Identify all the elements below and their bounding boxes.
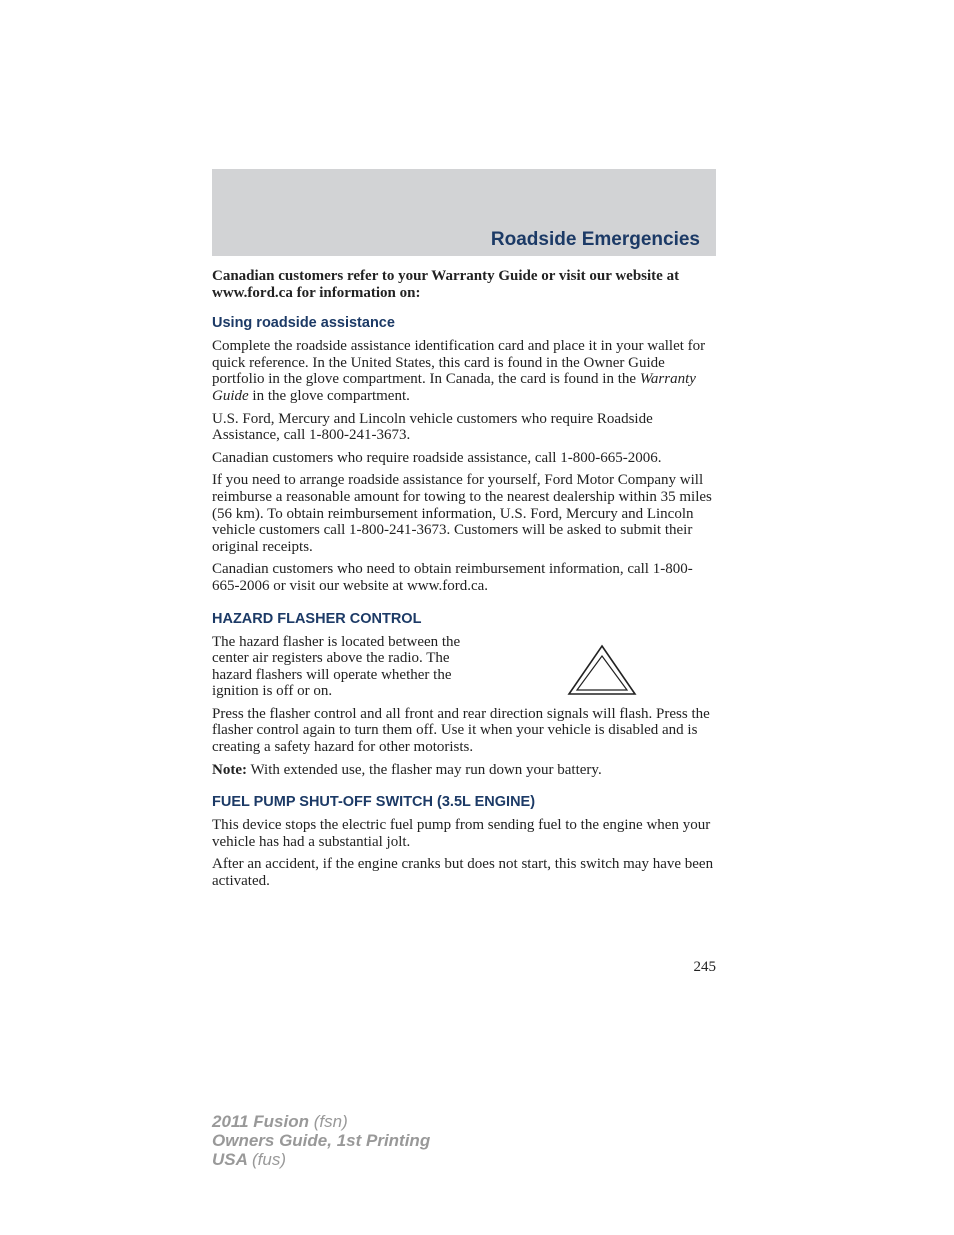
page-title: Roadside Emergencies bbox=[490, 229, 700, 250]
paragraph: If you need to arrange roadside assistance for yourself, Ford Motor Company will reimburse a reasonable amount for towing to the nearest dealership within 35 miles (56 km). To obtain reimbursement information, U.S. Ford, Mercury and Lincoln vehicle customers call 1-800-241-3673. Customers will be asked to submit their original receipts. bbox=[212, 472, 712, 555]
note-label: Note: bbox=[212, 761, 247, 778]
paragraph: Canadian customers who require roadside assistance, call 1-800-665-2006. bbox=[212, 449, 662, 466]
page-number: 245 bbox=[693, 959, 716, 975]
paragraph: The hazard flasher is located between the center air registers above the radio. The hazard flashers will operate whether the ignition is off or on. bbox=[212, 633, 461, 700]
footer bbox=[212, 1112, 430, 1169]
section-heading-hazard: HAZARD FLASHER CONTROL bbox=[212, 610, 422, 627]
section-heading-roadside: Using roadside assistance bbox=[212, 315, 395, 332]
intro-text: Canadian customers refer to your Warranty Guide or visit our website at www.ford.ca for information on: bbox=[212, 268, 680, 301]
footer-code: (fus) bbox=[252, 1150, 286, 1169]
footer-line bbox=[212, 1150, 430, 1169]
footer-line bbox=[212, 1112, 430, 1131]
italic-text: Warranty Guide bbox=[212, 371, 696, 404]
note-text: With extended use, the flasher may run down your battery. bbox=[246, 761, 602, 778]
text-run: in the glove compartment. bbox=[248, 387, 410, 404]
footer-model: 2011 Fusion bbox=[212, 1112, 309, 1131]
text-run: Complete the roadside assistance identification card and place it in your wallet for quick reference. In the United States, this card is found in the Owner Guide portfolio in the glove compartment. In Canada, the card is found in the bbox=[212, 338, 706, 388]
paragraph: Canadian customers who need to obtain reimbursement information, call 1-800-665-2006 or visit our website at www.ford.ca. bbox=[212, 561, 693, 594]
header-band bbox=[212, 169, 716, 256]
footer-region: USA bbox=[212, 1150, 248, 1169]
note-paragraph bbox=[212, 762, 716, 779]
footer-code: (fsn) bbox=[313, 1112, 348, 1131]
section-heading-fuel-pump: FUEL PUMP SHUT-OFF SWITCH (3.5L ENGINE) bbox=[212, 794, 536, 811]
paragraph: U.S. Ford, Mercury and Lincoln vehicle customers who require Roadside Assistance, call 1-800-241-3673. bbox=[212, 410, 653, 444]
paragraph bbox=[212, 338, 716, 404]
paragraph: This device stops the electric fuel pump from sending fuel to the engine when your vehicle has had a substantial jolt. bbox=[212, 817, 711, 850]
paragraph: After an accident, if the engine cranks but does not start, this switch may have been activated. bbox=[212, 856, 714, 890]
footer-line: Owners Guide, 1st Printing bbox=[212, 1131, 431, 1150]
page-content bbox=[212, 268, 716, 896]
hazard-block bbox=[212, 634, 716, 700]
hazard-triangle-icon bbox=[567, 644, 637, 696]
paragraph: Press the flasher control and all front and rear direction signals will flash. Press the flasher control again to turn them off. Use it when your vehicle is disabled and is creating a safety hazard for other motorists. bbox=[212, 705, 710, 756]
